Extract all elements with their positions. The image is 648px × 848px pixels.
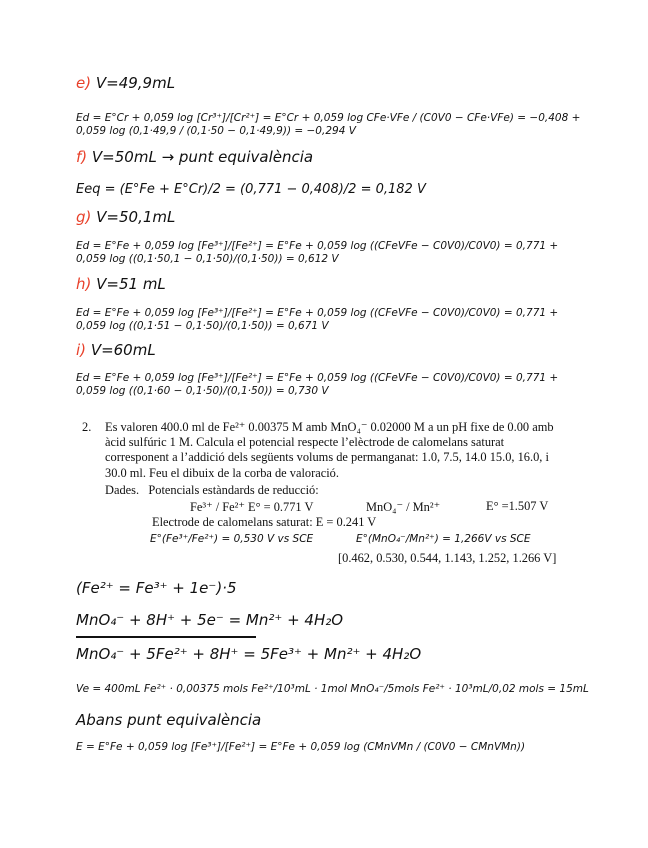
data-label: Dades. [105,483,140,497]
part-e-header [76,74,175,92]
part-i-equation: Ed = E°Fe + 0,059 log [Fe³⁺]/[Fe²⁺] = E°Fe + 0,059 log ((CFeVFe − C0V0)/C0V0) = 0,771 + 0,059 log ((0,1·60 − 0,1·50)/(0,1·50)) = 0,730 V [76,372,559,397]
part-f-header [76,148,313,166]
part-f-equation: Eeq = (E°Fe + E°Cr)/2 = (0,771 − 0,408)/2 = 0,182 V [76,182,426,197]
part-e-equation: Ed = E°Cr + 0,059 log [Cr³⁺]/[Cr²⁺] = E°Cr + 0,059 log CFe·VFe / (C0V0 − CFe·VFe) = −0,408 + 0,059 log (0,1·49,9 / (0,1·50 − 0,1·49,9)) = −0,294 V [76,112,581,137]
part-g-header [76,208,175,226]
data-title: Potencials estàndards de reducció: [148,483,319,497]
part-e-label: e) [76,74,92,92]
problem-2-line: àcid sulfúric 1 M. Calcula el potencial respecte l’elèctrode de calomelans saturat [105,435,505,450]
data-heading [105,483,319,498]
part-f-label: f) [76,148,88,166]
problem-2-line: 30.0 ml. Feu el dibuix de la corba de valoració. [105,465,339,480]
sum-rule [76,636,256,638]
sce-mn-potential: E°(MnO₄⁻/Mn²⁺) = 1,266V vs SCE [356,533,531,545]
before-equivalence-title: Abans punt equivalència [76,711,262,729]
problem-2-line: Es valoren 400.0 ml de Fe²⁺ 0.00375 M amb MnO₄⁻ 0.02000 M a un pH fixe de 0.00 amb [105,420,554,434]
overall-reaction: MnO₄⁻ + 5Fe²⁺ + 8H⁺ = 5Fe³⁺ + Mn²⁺ + 4H₂O [76,645,422,663]
problem-2-number: 2. [82,420,92,434]
part-g-label: g) [76,208,92,226]
part-e-condition: V=49,9mL [95,74,176,92]
answers: [0.462, 0.530, 0.544, 1.143, 1.252, 1.266 V] [338,551,557,565]
part-h-condition: V=51 mL [96,275,166,293]
potential-mn-value: E° =1.507 V [486,499,549,513]
part-i-label: i) [76,341,87,359]
part-h-equation: Ed = E°Fe + 0,059 log [Fe³⁺]/[Fe²⁺] = E°Fe + 0,059 log ((CFeVFe − C0V0)/C0V0) = 0,771 + 0,059 log ((0,1·51 − 0,1·50)/(0,1·50)) = 0,671 V [76,307,559,332]
calomel-electrode: Electrode de calomelans saturat: E = 0.241 V [152,515,377,529]
part-i-header [76,341,156,359]
sce-fe-potential: E°(Fe³⁺/Fe²⁺) = 0,530 V vs SCE [150,533,314,545]
equivalence-volume: Ve = 400mL Fe²⁺ · 0,00375 mols Fe²⁺/10³mL · 1mol MnO₄⁻/5mols Fe²⁺ · 10³mL/0,02 mols = 15mL [76,683,589,695]
part-g-equation: Ed = E°Fe + 0,059 log [Fe³⁺]/[Fe²⁺] = E°Fe + 0,059 log ((CFeVFe − C0V0)/C0V0) = 0,771 + 0,059 log ((0,1·50,1 − 0,1·50)/(0,1·50)) = 0,612 V [76,240,559,265]
part-h-header [76,275,166,293]
part-i-condition: V=60mL [90,341,156,359]
problem-2-line: corresponent a l’addició dels següents volums de permanganat: 1.0, 7.5, 14.0 15.0, 16.0, i [105,450,549,465]
half-reaction-fe: (Fe²⁺ = Fe³⁺ + 1e⁻)·5 [76,579,237,597]
problem-2-statement [105,420,575,481]
potential-fe: Fe³⁺ / Fe²⁺ E° = 0.771 V [190,500,314,514]
part-h-label: h) [76,275,92,293]
potential-mn: MnO₄⁻ / Mn²⁺ [366,500,441,514]
part-f-condition: V=50mL → punt equivalència [91,148,314,166]
before-equivalence-equation: E = E°Fe + 0,059 log [Fe³⁺]/[Fe²⁺] = E°Fe + 0,059 log (CMnVMn / (C0V0 − CMnVMn)) [76,741,526,753]
half-reaction-mn: MnO₄⁻ + 8H⁺ + 5e⁻ = Mn²⁺ + 4H₂O [76,611,344,629]
part-g-condition: V=50,1mL [96,208,176,226]
